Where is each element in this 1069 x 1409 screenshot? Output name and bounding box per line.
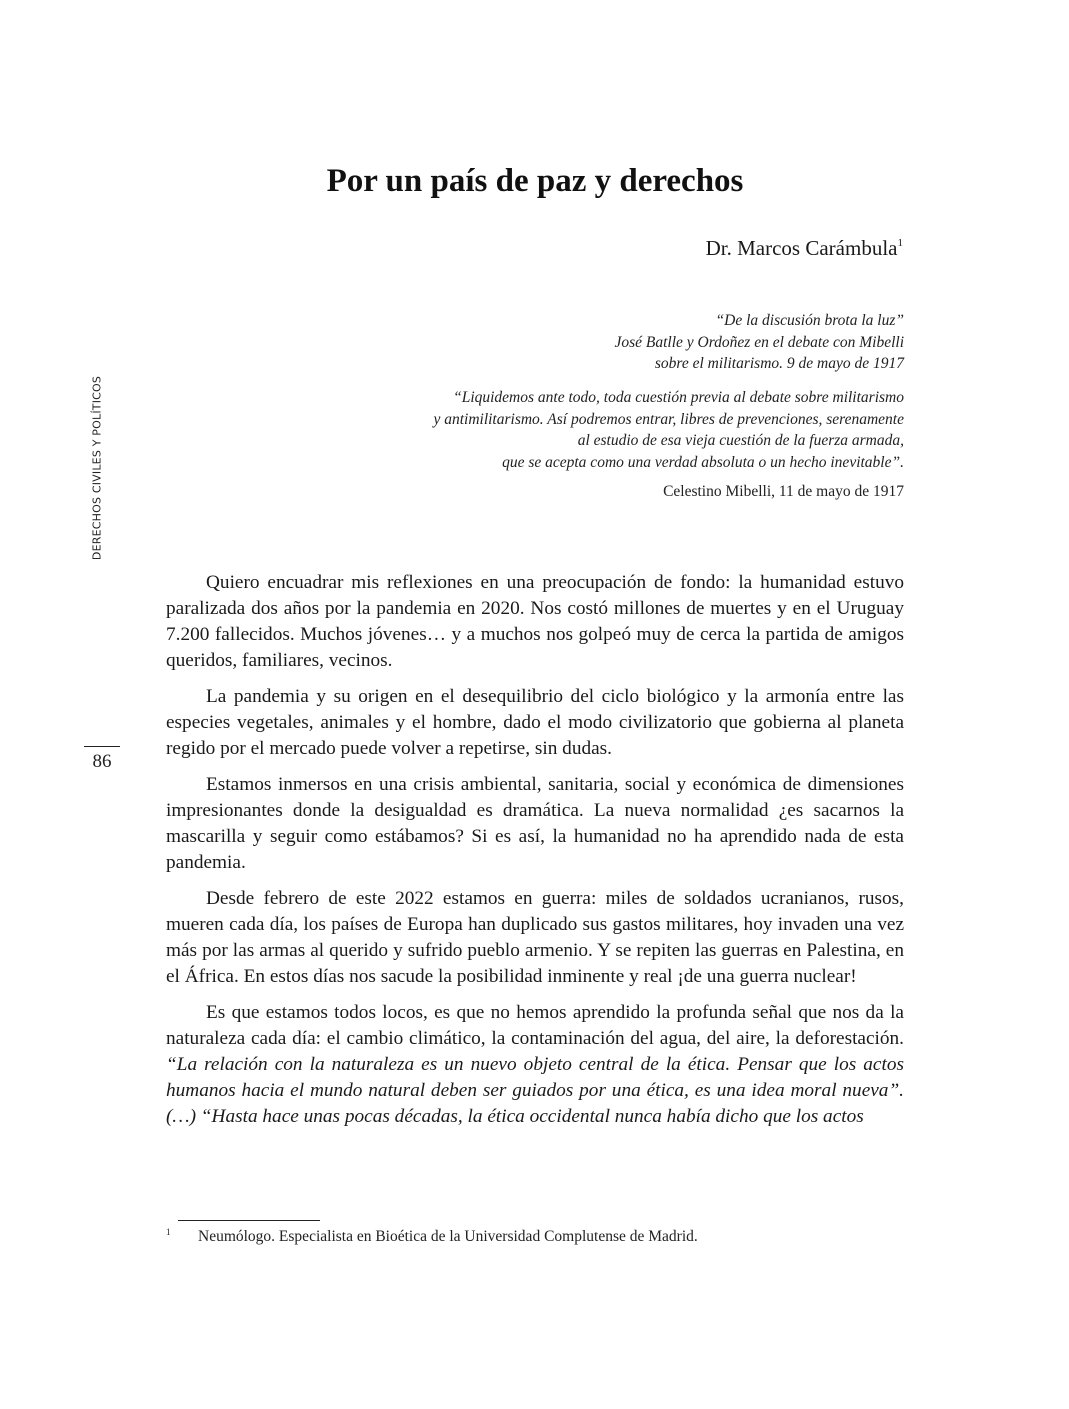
page-number: 86 [92,751,112,772]
body-text: Es que estamos todos locos, es que no hemos aprendido la profunda señal que nos da la naturaleza cada día: el cambio climático, la contaminación del agua, del aire, la deforestación. [166,1002,904,1049]
body-paragraph: La pandemia y su origen en el desequilibrio del ciclo biológico y la armonía entre las especies vegetales, animales y el hombre, dado el modo civilizatorio que gobierna al planeta regido por el mercado puede volver a repetirse, sin dudas. [166,686,904,759]
body-paragraph-last [166,1000,904,1130]
epigraph-line: que se acepta como una verdad absoluta o un hecho inevitable”. [502,453,904,471]
author-footnote-ref: 1 [897,237,903,249]
body-paragraph: Desde febrero de este 2022 estamos en guerra: miles de soldados ucranianos, rusos, mueren cada día, los países de Europa han duplicado sus gastos militares, hoy invaden una vez más por las armas al querido y sufrido pueblo armenio. Y se repiten las guerras en Palestina, en el África. En estos días nos sacude la posibilidad inminente y real ¡de una guerra nuclear! [166,888,904,987]
epigraph-batlle [380,310,904,375]
article-body [166,570,904,1140]
section-side-label: DERECHOS CIVILES Y POLÍTICOS [90,375,104,561]
epigraph-mibelli [380,387,904,503]
epigraph-line: “Liquidemos ante todo, toda cuestión previa al debate sobre militarismo [453,389,904,406]
footnote-text: Neumólogo. Especialista en Bioética de la Universidad Complutense de Madrid. [198,1228,698,1245]
epigraph-line: “De la discusión brota la luz” [715,312,904,329]
page-number-rule [84,746,120,747]
body-paragraph: Quiero encuadrar mis reflexiones en una preocupación de fondo: la humanidad estuvo paralizada dos años por la pandemia en 2020. Nos costó millones de muertes y en el Uruguay 7.200 fallecidos. Muchos jóvenes… y a muchos nos golpeó muy de cerca la partida de amigos queridos, familiares, vecinos. [166,572,904,671]
epigraph-line: al estudio de esa vieja cuestión de la fuerza armada, [577,432,904,449]
body-quote: “La relación con la naturaleza es un nuevo objeto central de la ética. Pensar que los actos humanos hacia el mundo natural deben ser guiados por una ética, es una idea moral nueva”. (…) “Hasta hace unas pocas décadas, la ética occidental nunca había dicho que los actos [166,1054,904,1127]
author-name: Dr. Marcos Carámbula [705,236,898,260]
body-paragraph: Estamos inmersos en una crisis ambiental, sanitaria, social y económica de dimensiones impresionantes donde la desigualdad es dramática. La nueva normalidad ¿es sacarnos la mascarilla y seguir como estábamos? Si es así, la humanidad no ha aprendido nada de esta pandemia. [166,774,904,873]
article-title: Por un país de paz y derechos [326,163,744,199]
epigraph-line: sobre el militarismo. 9 de mayo de 1917 [654,355,904,372]
footnote-rule [178,1220,320,1221]
epigraph-line: José Batlle y Ordoñez en el debate con Mibelli [614,333,904,351]
author-line [706,236,903,261]
epigraph-line: y antimilitarismo. Así podremos entrar, libres de prevenciones, serenamente [433,410,904,428]
footnote-mark: 1 [166,1227,171,1237]
epigraph-source: Celestino Mibelli, 11 de mayo de 1917 [663,483,904,500]
footnote [166,1227,904,1246]
